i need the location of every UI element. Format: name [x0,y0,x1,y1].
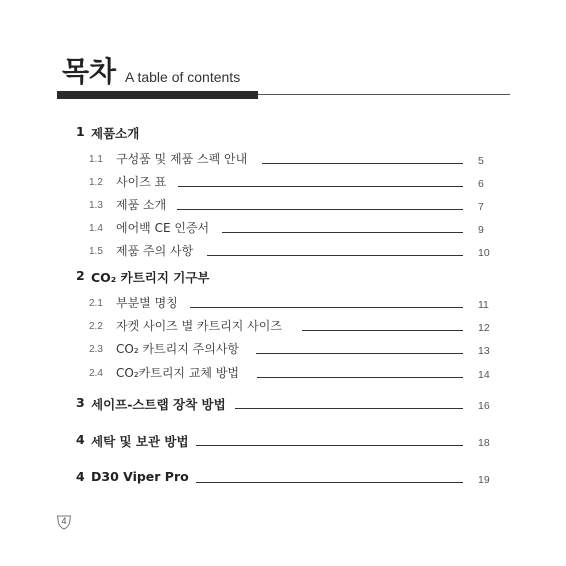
item-number: 1.4 [89,223,103,234]
section-title: CO₂ 카트리지 기구부 [91,270,210,285]
dot-leader [207,255,463,256]
section-title: 세이프-스트랩 장착 방법 [91,397,226,412]
toc-section-4[interactable] [0,432,566,452]
section-number: 2 [76,268,85,283]
section-number: 3 [76,395,85,410]
item-number: 1.1 [89,154,103,165]
dot-leader [222,232,463,233]
dot-leader [262,163,463,164]
toc-section-3[interactable] [0,395,566,415]
section-number: 4 [76,469,85,484]
item-page: 14 [478,369,490,381]
item-label: CO₂카트리지 교체 방법 [116,366,240,380]
toc-section-4-d30[interactable] [0,469,566,489]
dot-leader [178,186,463,187]
page-number: 4 [61,516,67,526]
item-label: 제품 주의 사항 [116,244,194,258]
page-title: 목차 [62,55,117,88]
item-number: 1.3 [89,200,103,211]
section-page: 18 [478,437,490,449]
dot-leader [235,408,463,409]
item-label: CO₂ 카트리지 주의사항 [116,342,240,356]
item-number: 1.2 [89,177,103,188]
item-page: 5 [478,155,484,167]
toc-item-1-1[interactable] [0,150,566,170]
section-title: D30 Viper Pro [91,469,189,484]
section-page: 19 [478,474,490,486]
toc-section-1[interactable] [0,124,566,144]
dot-leader [190,307,463,308]
dot-leader [257,377,463,378]
toc-item-2-3[interactable] [0,340,566,360]
item-number: 1.5 [89,246,103,257]
toc-section-2[interactable] [0,268,566,288]
toc-item-1-2[interactable] [0,173,566,193]
item-number: 2.3 [89,344,103,355]
dot-leader [177,209,463,210]
item-label: 부분별 명칭 [116,296,178,310]
dot-leader [196,445,463,446]
toc-item-1-3[interactable] [0,196,566,216]
dot-leader [302,330,463,331]
item-page: 12 [478,322,490,334]
item-page: 9 [478,224,484,236]
item-label: 에어백 CE 인증서 [116,221,210,235]
section-number: 4 [76,432,85,447]
item-page: 13 [478,345,490,357]
dot-leader [196,482,463,483]
item-label: 제품 소개 [116,198,167,212]
section-title: 제품소개 [91,126,140,141]
section-number: 1 [76,124,85,139]
item-page: 6 [478,178,484,190]
toc-item-2-2[interactable] [0,317,566,337]
item-label: 자켓 사이즈 별 카트리지 사이즈 [116,319,282,333]
page-number-badge [56,514,72,530]
item-page: 10 [478,247,490,259]
item-number: 2.1 [89,298,103,309]
toc-item-2-1[interactable] [0,294,566,314]
item-page: 7 [478,201,484,213]
dot-leader [256,353,463,354]
section-page: 16 [478,400,490,412]
toc-item-2-4[interactable] [0,364,566,384]
page-subtitle: A table of contents [125,69,241,85]
title-underline-thin [258,94,510,95]
item-label: 사이즈 표 [116,175,167,189]
item-number: 2.4 [89,368,103,379]
section-title: 세탁 및 보관 방법 [91,434,189,449]
item-label: 구성품 및 제품 스펙 안내 [116,152,248,166]
item-number: 2.2 [89,321,103,332]
toc-item-1-4[interactable] [0,219,566,239]
item-page: 11 [478,299,489,311]
title-underline-thick [57,91,258,99]
toc-item-1-5[interactable] [0,242,566,262]
